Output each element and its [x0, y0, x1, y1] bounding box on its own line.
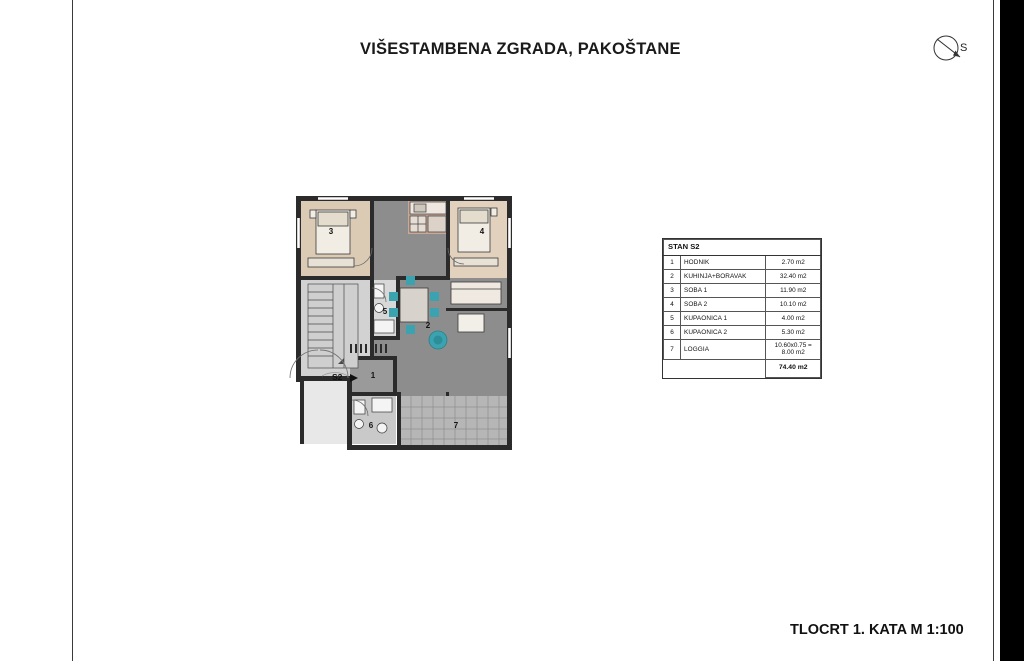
sheet-border-right — [993, 0, 994, 661]
table-row — [664, 298, 821, 312]
table-row — [664, 270, 821, 284]
row-area: 10.10 m2 — [766, 298, 821, 312]
row-area: 2.70 m2 — [766, 256, 821, 270]
total-spacer — [680, 359, 765, 377]
north-arrow-icon — [928, 30, 976, 68]
row-number: 2 — [664, 270, 681, 284]
row-number: 3 — [664, 284, 681, 298]
apartment-label: S2 — [332, 372, 343, 382]
north-label: S — [960, 42, 968, 54]
table-row — [664, 256, 821, 270]
table-row — [664, 284, 821, 298]
row-room-name: SOBA 2 — [680, 298, 765, 312]
row-number: 4 — [664, 298, 681, 312]
room-label-2: 2 — [425, 321, 431, 330]
exterior-landing-fill — [300, 378, 348, 444]
row-room-name: HODNIK — [680, 256, 765, 270]
row-number: 1 — [664, 256, 681, 270]
row-number: 5 — [664, 312, 681, 326]
row-number: 7 — [664, 340, 681, 360]
row-room-name: SOBA 1 — [680, 284, 765, 298]
total-spacer — [664, 359, 681, 377]
row-area: 11.90 m2 — [766, 284, 821, 298]
room-label-6: 6 — [368, 421, 374, 430]
sheet-edge-black — [1000, 0, 1024, 661]
row-room-name: LOGGIA — [680, 340, 765, 360]
room-label-4: 4 — [479, 227, 485, 236]
total-area: 74.40 m2 — [766, 359, 821, 377]
row-number: 6 — [664, 326, 681, 340]
row-area: 32.40 m2 — [766, 270, 821, 284]
room-label-3: 3 — [328, 227, 334, 236]
row-room-name: KUPAONICA 2 — [680, 326, 765, 340]
staircase — [308, 284, 358, 368]
room-label-7: 7 — [453, 421, 459, 430]
page-title: VIŠESTAMBENA ZGRADA, PAKOŠTANE — [360, 40, 681, 58]
table-row — [664, 312, 821, 326]
row-room-name: KUPAONICA 1 — [680, 312, 765, 326]
table-row — [664, 340, 821, 360]
room-label-1: 1 — [370, 371, 376, 380]
floor-plan — [288, 188, 556, 468]
row-area: 5.30 m2 — [766, 326, 821, 340]
room-schedule-table — [662, 238, 822, 379]
row-area: 4.00 m2 — [766, 312, 821, 326]
table-total-row — [664, 359, 821, 377]
kitchen-fixtures — [410, 202, 446, 232]
row-area: 10.60x0.75 = 8.00 m2 — [766, 340, 821, 360]
sheet-border-left — [72, 0, 73, 661]
row-room-name: KUHINJA+BORAVAK — [680, 270, 765, 284]
drawing-footer-title: TLOCRT 1. KATA M 1:100 — [790, 622, 964, 638]
table-header-row — [664, 240, 821, 256]
table-row — [664, 326, 821, 340]
table-title: STAN S2 — [664, 240, 821, 256]
room-label-5: 5 — [382, 307, 388, 316]
